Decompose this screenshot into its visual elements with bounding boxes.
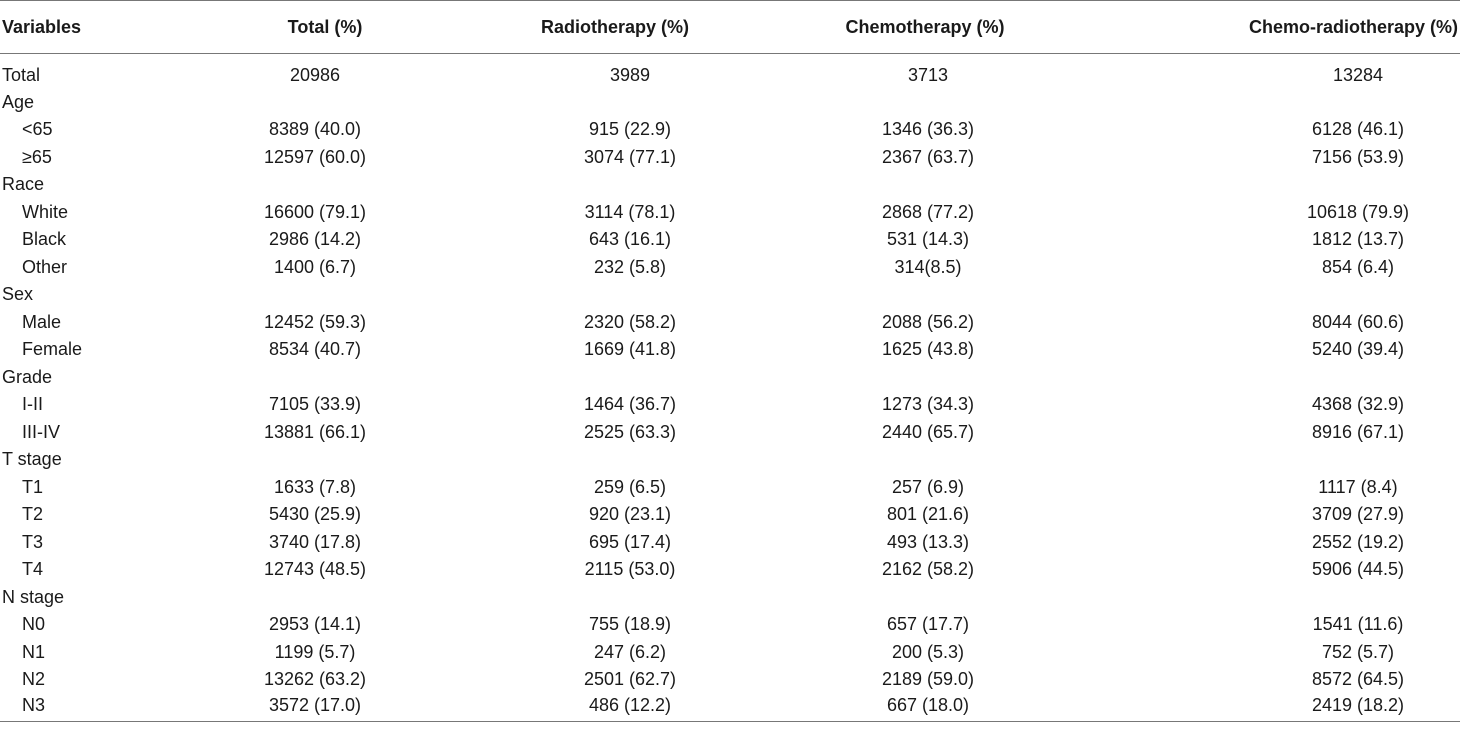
cell-radiotherapy: 695 (17.4) (588, 531, 672, 552)
cell-chemotherapy: 493 (13.3) (886, 531, 970, 552)
cell-chemotherapy (770, 446, 1080, 474)
cell-chemotherapy (770, 281, 1080, 309)
row-sublabel: Other (22, 256, 68, 277)
row-sublabel: Black (22, 229, 67, 250)
header-row (0, 1, 1460, 54)
row-sublabel: I-II (22, 394, 43, 415)
cell-radiotherapy: 643 (16.1) (588, 229, 672, 250)
cell-chemotherapy: 1625 (43.8) (881, 339, 975, 360)
table-row (0, 501, 1460, 529)
row-sublabel: Female (22, 339, 83, 360)
cell-chemo-radiotherapy: 1541 (11.6) (1312, 614, 1404, 635)
row-sublabel: Male (22, 311, 62, 332)
cell-chemotherapy: 2367 (63.7) (881, 146, 975, 167)
table-row (0, 364, 1460, 392)
cell-chemo-radiotherapy: 1117 (8.4) (1318, 476, 1398, 497)
table-row (0, 446, 1460, 474)
table-row (0, 226, 1460, 254)
cell-chemotherapy: 257 (6.9) (891, 476, 965, 497)
cell-chemotherapy: 2088 (56.2) (881, 311, 975, 332)
cell-chemotherapy: 667 (18.0) (770, 694, 1080, 722)
cell-radiotherapy: 1669 (41.8) (583, 339, 677, 360)
table-row (0, 281, 1460, 309)
cell-total: 8534 (40.7) (268, 339, 362, 360)
cell-total: 3740 (17.8) (268, 531, 362, 552)
cell-chemo-radiotherapy: 854 (6.4) (1321, 256, 1395, 277)
cell-chemo-radiotherapy: 5906 (44.5) (1311, 559, 1405, 580)
cell-chemotherapy: 3713 (907, 64, 949, 85)
table-row (0, 529, 1460, 557)
table-row (0, 694, 1460, 722)
cell-chemo-radiotherapy (1080, 446, 1460, 474)
cell-radiotherapy: 1464 (36.7) (583, 394, 677, 415)
cell-radiotherapy (460, 171, 770, 199)
cell-chemo-radiotherapy (1080, 281, 1460, 309)
cell-chemotherapy (770, 364, 1080, 392)
table-row (0, 116, 1460, 144)
cell-total: 12743 (48.5) (263, 559, 367, 580)
header-total: Total (%) (190, 1, 460, 54)
row-label: Sex (2, 284, 34, 305)
table-row (0, 474, 1460, 502)
row-sublabel: T1 (22, 476, 44, 497)
cell-radiotherapy: 3114 (78.1) (584, 201, 676, 222)
cell-chemotherapy: 314(8.5) (894, 256, 962, 277)
cell-total: 16600 (79.1) (263, 201, 367, 222)
header-radiotherapy: Radiotherapy (%) (460, 1, 770, 54)
cell-total (190, 171, 460, 199)
cell-radiotherapy (460, 364, 770, 392)
cell-radiotherapy: 2320 (58.2) (583, 311, 677, 332)
table-row (0, 54, 1460, 89)
cell-radiotherapy: 915 (22.9) (588, 119, 672, 140)
cell-total: 1633 (7.8) (273, 476, 357, 497)
cell-chemotherapy: 2162 (58.2) (881, 559, 975, 580)
cell-chemotherapy: 801 (21.6) (886, 504, 970, 525)
table-row (0, 611, 1460, 639)
row-sublabel: III-IV (22, 421, 61, 442)
cell-radiotherapy: 247 (6.2) (593, 641, 667, 662)
cell-chemotherapy (770, 89, 1080, 117)
row-sublabel: White (22, 201, 69, 222)
table-row (0, 89, 1460, 117)
cell-total (190, 89, 460, 117)
cell-chemotherapy: 531 (14.3) (886, 229, 970, 250)
cell-radiotherapy: 755 (18.9) (588, 614, 672, 635)
row-label: N stage (2, 586, 65, 607)
table-row (0, 144, 1460, 172)
cell-total: 1199 (5.7) (274, 641, 356, 662)
row-sublabel: T4 (22, 559, 44, 580)
cell-chemo-radiotherapy: 752 (5.7) (1321, 641, 1395, 662)
cell-radiotherapy: 920 (23.1) (588, 504, 672, 525)
cell-chemo-radiotherapy: 4368 (32.9) (1311, 394, 1405, 415)
cell-total: 1400 (6.7) (273, 256, 357, 277)
cell-total: 8389 (40.0) (268, 119, 362, 140)
table-row (0, 666, 1460, 694)
row-sublabel: N1 (22, 641, 46, 662)
cell-chemotherapy: 657 (17.7) (886, 614, 970, 635)
table-row (0, 639, 1460, 667)
cell-chemo-radiotherapy (1080, 89, 1460, 117)
cell-chemo-radiotherapy (1080, 584, 1460, 612)
cell-chemo-radiotherapy: 6128 (46.1) (1311, 119, 1405, 140)
cell-chemo-radiotherapy: 8044 (60.6) (1311, 311, 1405, 332)
cell-total: 13262 (63.2) (263, 669, 367, 690)
cell-total: 12597 (60.0) (263, 146, 367, 167)
cell-radiotherapy (460, 89, 770, 117)
cell-total: 5430 (25.9) (268, 504, 362, 525)
cell-chemo-radiotherapy: 13284 (1332, 64, 1384, 85)
table-row (0, 584, 1460, 612)
cell-chemo-radiotherapy (1080, 171, 1460, 199)
table-row (0, 254, 1460, 282)
row-sublabel: T2 (22, 504, 44, 525)
row-label: Grade (2, 366, 53, 387)
row-sublabel: N3 (0, 694, 190, 722)
row-sublabel: ≥65 (22, 146, 52, 167)
table-row (0, 391, 1460, 419)
cell-chemo-radiotherapy: 10618 (79.9) (1306, 201, 1410, 222)
cell-chemotherapy (770, 584, 1080, 612)
table-row (0, 556, 1460, 584)
row-sublabel: <65 (22, 119, 53, 140)
table-row (0, 336, 1460, 364)
cell-total (190, 364, 460, 392)
cell-radiotherapy: 232 (5.8) (593, 256, 667, 277)
cell-radiotherapy: 486 (12.2) (460, 694, 770, 722)
cell-total: 13881 (66.1) (263, 421, 367, 442)
cell-chemo-radiotherapy: 2552 (19.2) (1311, 531, 1405, 552)
cell-total: 12452 (59.3) (263, 311, 367, 332)
cell-radiotherapy: 259 (6.5) (593, 476, 667, 497)
cell-total: 3572 (17.0) (190, 694, 460, 722)
cell-total: 2953 (14.1) (268, 614, 362, 635)
cell-radiotherapy (460, 584, 770, 612)
cell-total (190, 446, 460, 474)
cell-chemotherapy: 1346 (36.3) (881, 119, 975, 140)
cell-chemotherapy: 1273 (34.3) (881, 394, 975, 415)
cell-total (190, 281, 460, 309)
cell-chemo-radiotherapy: 8572 (64.5) (1311, 669, 1405, 690)
row-sublabel: N2 (22, 669, 46, 690)
table-row (0, 309, 1460, 337)
cell-radiotherapy: 3074 (77.1) (583, 146, 677, 167)
row-sublabel: N0 (22, 614, 46, 635)
table-row (0, 171, 1460, 199)
table-row (0, 199, 1460, 227)
header-chemotherapy: Chemotherapy (%) (770, 1, 1080, 54)
cell-radiotherapy (460, 281, 770, 309)
cell-chemotherapy: 2440 (65.7) (881, 421, 975, 442)
row-label: Total (2, 64, 41, 85)
table-body (0, 54, 1460, 722)
cell-total (190, 584, 460, 612)
cell-chemo-radiotherapy: 5240 (39.4) (1311, 339, 1405, 360)
cell-chemotherapy: 2868 (77.2) (881, 201, 975, 222)
table-header (0, 1, 1460, 54)
header-chemo-radiotherapy: Chemo-radiotherapy (%) (1080, 1, 1460, 54)
cell-chemo-radiotherapy: 2419 (18.2) (1080, 694, 1460, 722)
row-sublabel: T3 (22, 531, 44, 552)
table-row (0, 419, 1460, 447)
cell-chemo-radiotherapy: 1812 (13.7) (1311, 229, 1405, 250)
header-variables: Variables (0, 1, 190, 54)
cell-chemotherapy: 2189 (59.0) (881, 669, 975, 690)
cell-radiotherapy (460, 446, 770, 474)
cell-chemo-radiotherapy: 8916 (67.1) (1311, 421, 1405, 442)
cell-chemotherapy: 200 (5.3) (891, 641, 965, 662)
row-label: Age (2, 91, 35, 112)
row-label: T stage (2, 449, 62, 470)
cell-radiotherapy: 2501 (62.7) (583, 669, 677, 690)
cell-chemotherapy (770, 171, 1080, 199)
cell-total: 7105 (33.9) (268, 394, 362, 415)
row-label: Race (2, 174, 45, 195)
cell-chemo-radiotherapy (1080, 364, 1460, 392)
cell-chemo-radiotherapy: 3709 (27.9) (1311, 504, 1405, 525)
cell-radiotherapy: 2525 (63.3) (583, 421, 677, 442)
cell-total: 20986 (289, 64, 341, 85)
cell-total: 2986 (14.2) (268, 229, 362, 250)
cell-radiotherapy: 3989 (609, 64, 651, 85)
cell-radiotherapy: 2115 (53.0) (584, 559, 676, 580)
cell-chemo-radiotherapy: 7156 (53.9) (1311, 146, 1405, 167)
